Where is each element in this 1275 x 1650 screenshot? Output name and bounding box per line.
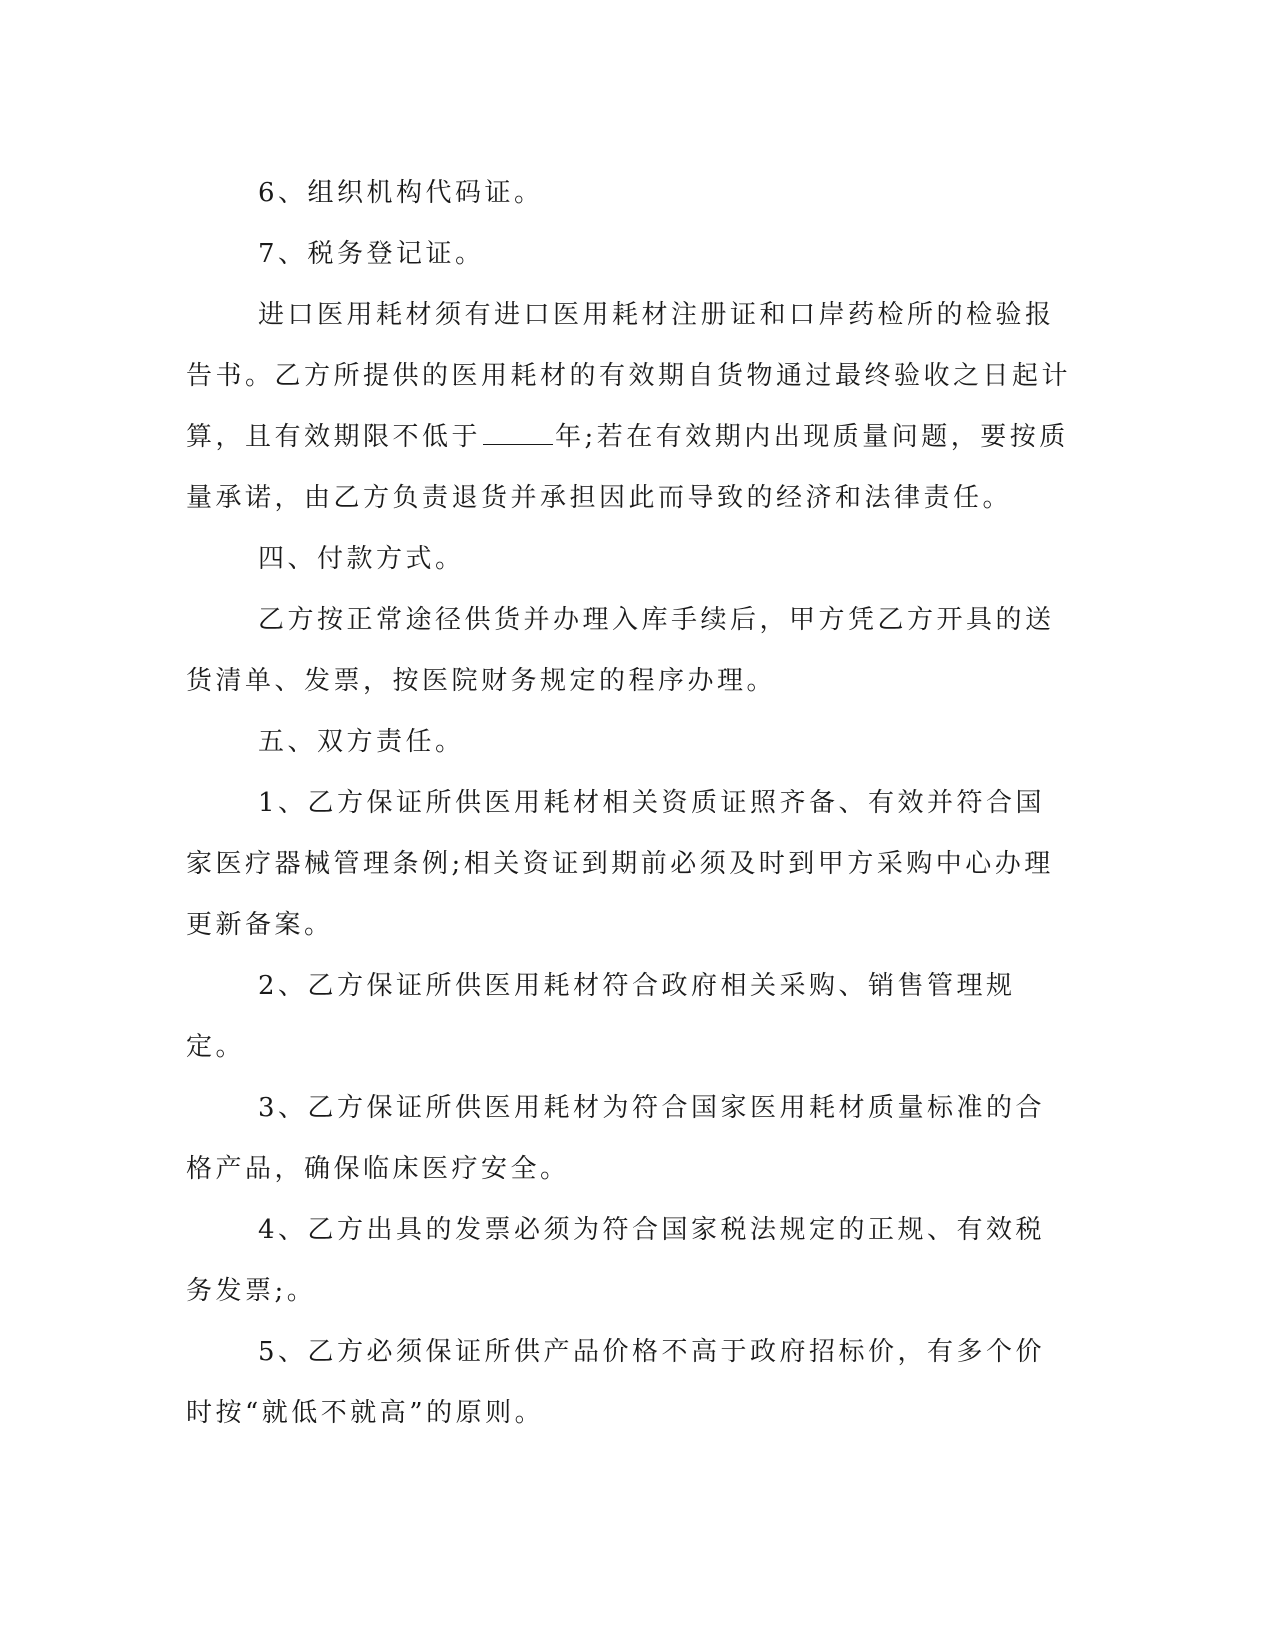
payment-paragraph: 乙方按正常途径供货并办理入库手续后，甲方凭乙方开具的送货清单、发票，按医院财务规定的程序办理。 — [186, 605, 1055, 696]
document-body — [186, 163, 1072, 1444]
responsibility-item-5: 5、乙方必须保证所供产品价格不高于政府招标价，有多个价时按“就低不就高”的原则。 — [186, 1337, 1046, 1428]
imported-consumables-paragraph — [186, 285, 1072, 529]
responsibility-item-3: 3、乙方保证所供医用耗材为符合国家医用耗材质量标准的合格产品，确保临床医疗安全。 — [186, 1093, 1046, 1184]
responsibility-item-2: 2、乙方保证所供医用耗材符合政府相关采购、销售管理规定。 — [186, 971, 1016, 1062]
item-7-tax-registration: 7、税务登记证。 — [258, 239, 485, 269]
validity-years-blank — [483, 422, 553, 445]
imported-consumables-text-part1: 进口医用耗材须有进口医用耗材注册证和口岸药检所的检验报告书。乙方所提供的医用耗材的有效期自货物通过最终验收之日起计算，且有效期限不低于 — [186, 300, 1072, 452]
item-6-organization-code: 6、组织机构代码证。 — [258, 178, 544, 208]
responsibility-item-1: 1、乙方保证所供医用耗材相关资质证照齐备、有效并符合国家医疗器械管理条例;相关资证到期前必须及时到甲方采购中心办理更新备案。 — [186, 788, 1054, 940]
imported-consumables-text-part2: 年;若在有效期内出现质量问题，要按质量承诺，由乙方负责退货并承担因此而导致的经济和法律责任。 — [186, 422, 1069, 513]
section-4-heading: 四、付款方式。 — [258, 544, 465, 574]
section-5-heading: 五、双方责任。 — [258, 727, 465, 757]
responsibility-item-4: 4、乙方出具的发票必须为符合国家税法规定的正规、有效税务发票;。 — [186, 1215, 1046, 1306]
